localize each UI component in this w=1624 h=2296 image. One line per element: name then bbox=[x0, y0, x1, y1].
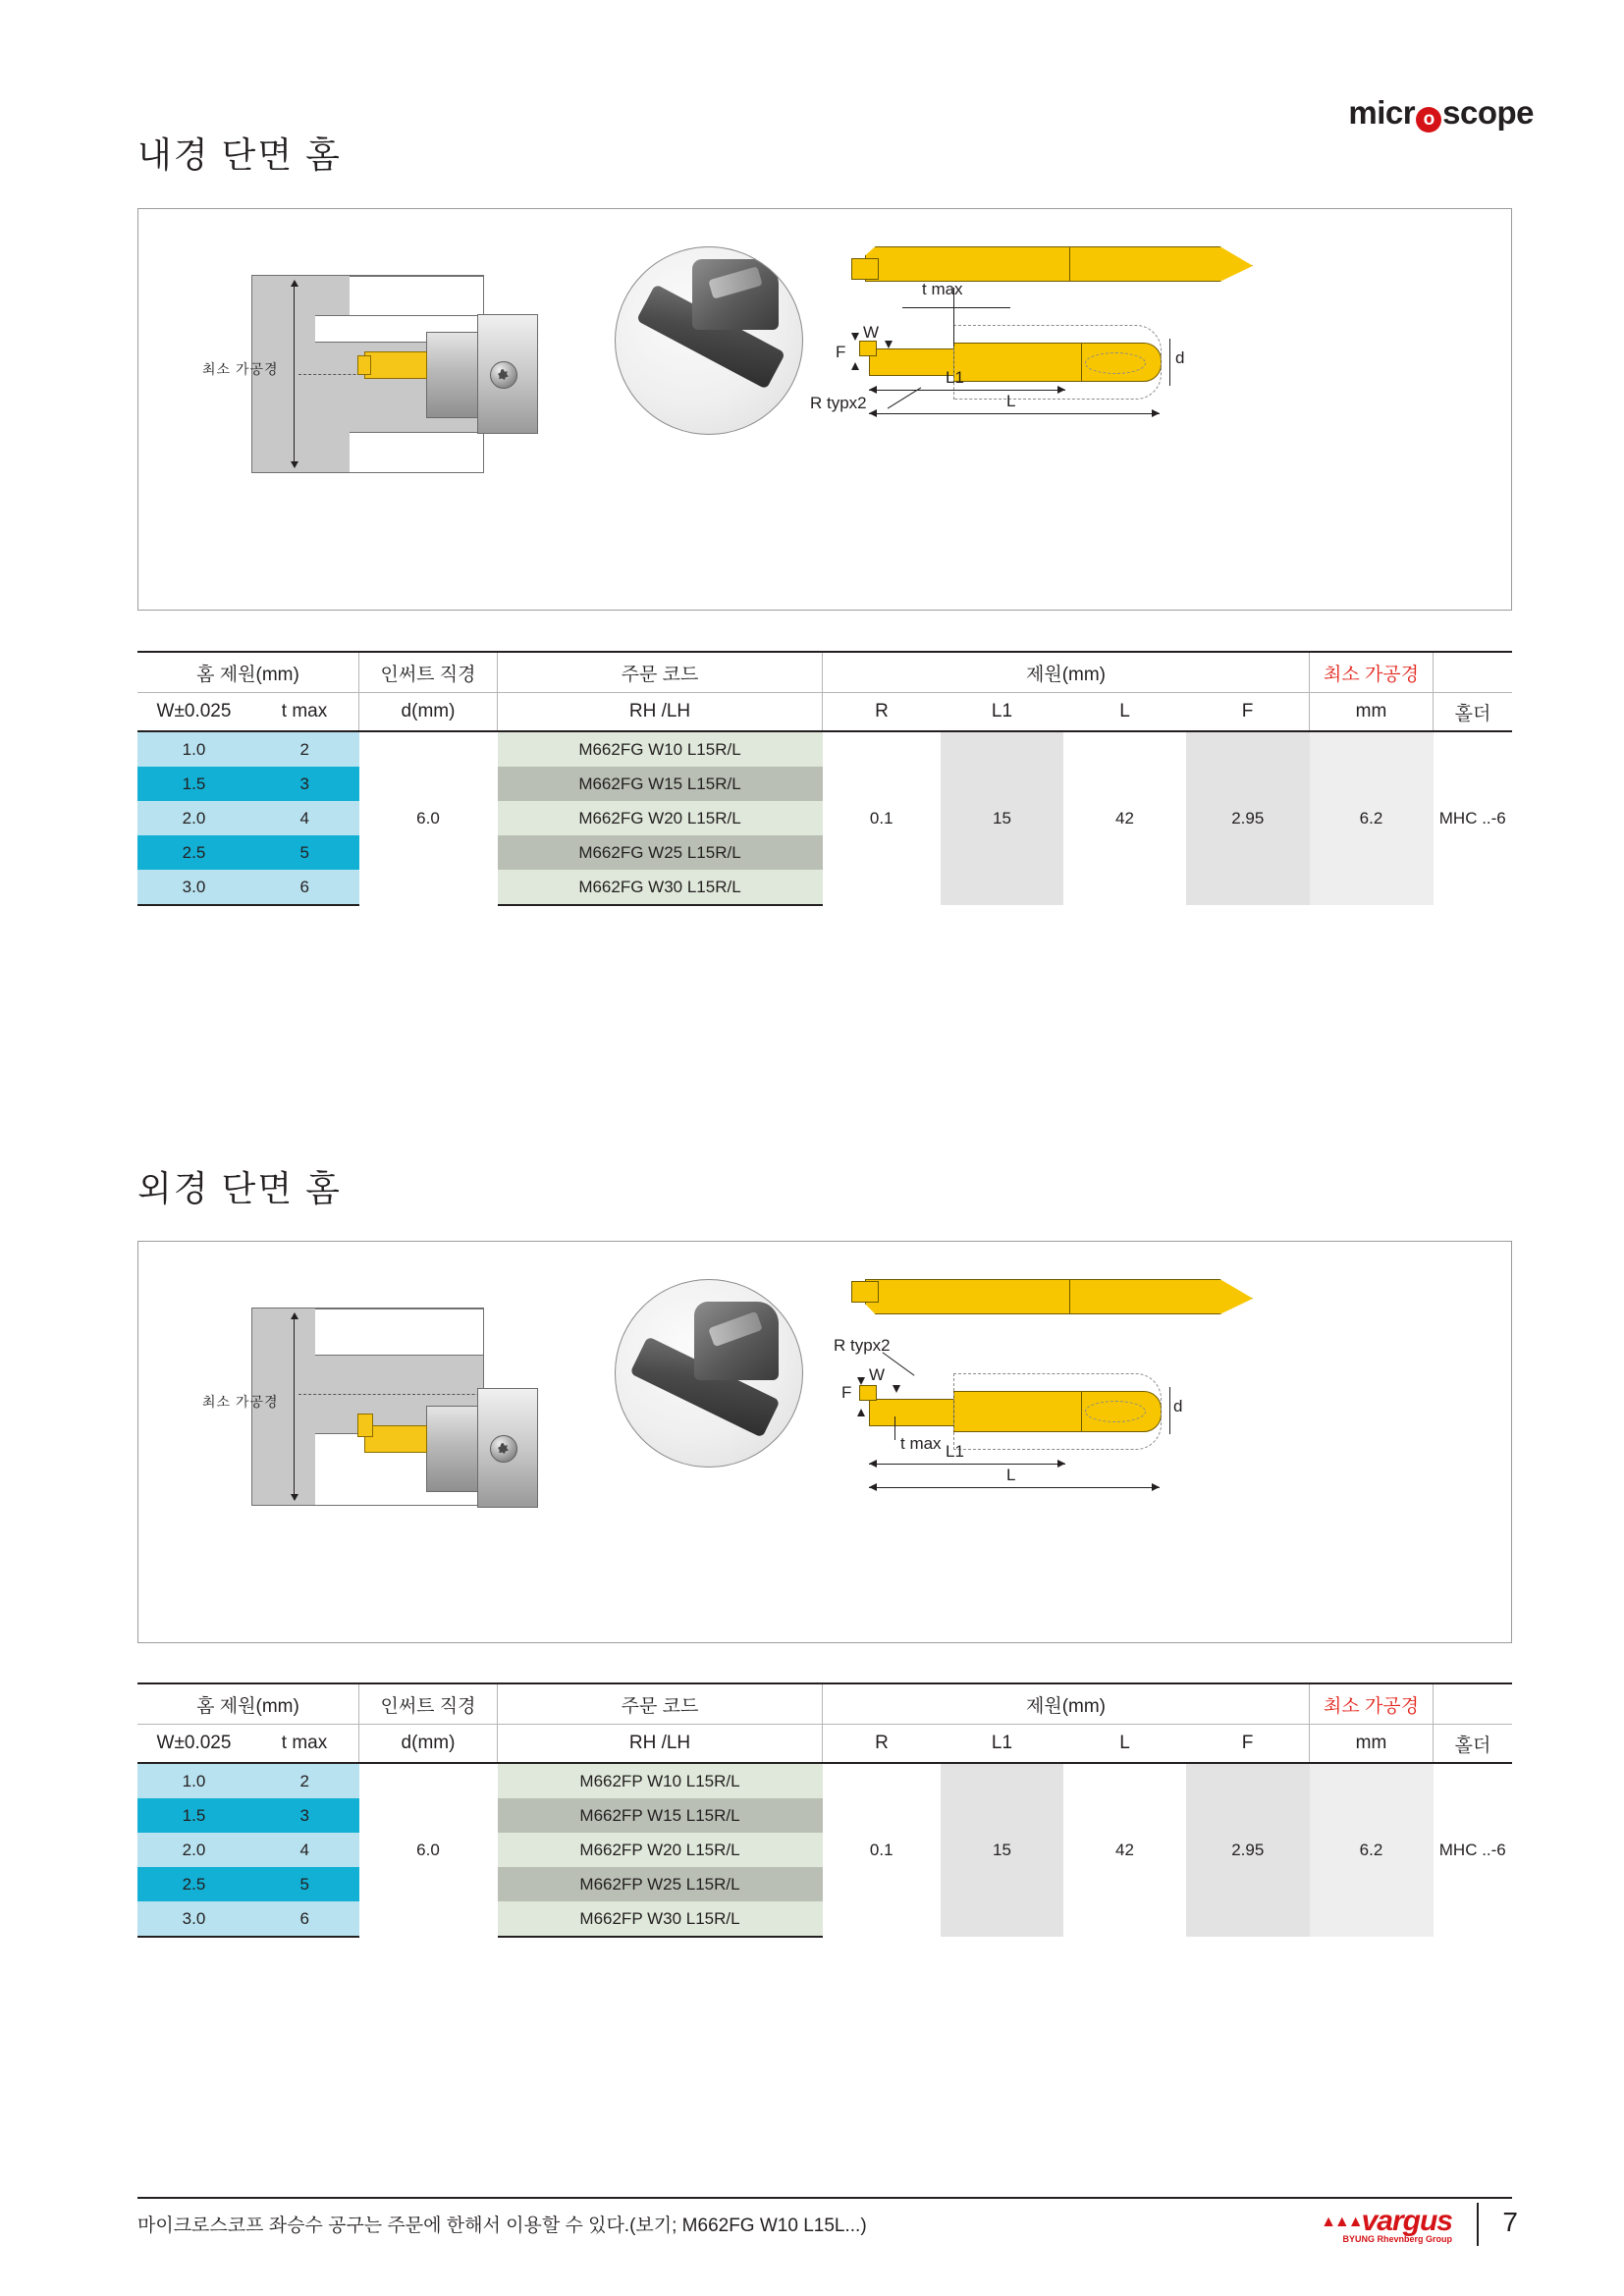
footer-vertical-divider bbox=[1477, 2203, 1479, 2246]
l-arrow-left bbox=[869, 1483, 877, 1491]
col-header-f: F bbox=[1186, 1725, 1310, 1764]
section-title-external: 외경 단면 홈 bbox=[137, 1168, 342, 1208]
cell-w: 1.5 bbox=[137, 1798, 250, 1833]
group-header-groove: 홈 제원(mm) bbox=[137, 652, 359, 693]
group-header-row bbox=[137, 1683, 1512, 1725]
group-header-min-bore: 최소 가공경 bbox=[1310, 652, 1434, 693]
iso-tool-tip bbox=[851, 1281, 879, 1303]
cell-l: 42 bbox=[1063, 1763, 1186, 1937]
col-header-mm: mm bbox=[1310, 1725, 1434, 1764]
cell-tmax: 3 bbox=[250, 1798, 359, 1833]
cell-tmax: 4 bbox=[250, 801, 359, 835]
min-bore-label: 최소 가공경 bbox=[202, 361, 279, 377]
vargus-mark-icon: ▲▲▲ bbox=[1321, 2214, 1362, 2230]
brand-logo bbox=[1348, 94, 1534, 133]
cell-w: 2.5 bbox=[137, 1867, 250, 1901]
group-header-order-code: 주문 코드 bbox=[498, 652, 823, 693]
cell-tmax: 3 bbox=[250, 767, 359, 801]
f-arrow-top bbox=[851, 333, 859, 341]
cell-order-code: M662FG W20 L15R/L bbox=[498, 801, 823, 835]
cell-tmax: 6 bbox=[250, 870, 359, 905]
group-header-dimensions: 제원(mm) bbox=[823, 652, 1310, 693]
cell-tmax: 2 bbox=[250, 1763, 359, 1798]
group-header-groove: 홈 제원(mm) bbox=[137, 1683, 359, 1725]
label-t-max: t max bbox=[922, 280, 963, 298]
cell-holder: MHC ..-6 bbox=[1434, 731, 1513, 905]
cell-d: 6.0 bbox=[359, 1763, 498, 1937]
iso-tool-shank bbox=[1069, 246, 1253, 282]
brand-suffix: scope bbox=[1442, 94, 1534, 131]
l-dimline bbox=[869, 413, 1160, 414]
insert-body bbox=[364, 351, 427, 379]
l1-dimline bbox=[869, 390, 1065, 391]
drawing-dimensions-internal bbox=[810, 229, 1484, 592]
col-header-f: F bbox=[1186, 693, 1310, 732]
insert-cutting-tip bbox=[357, 355, 371, 375]
col-header-l: L bbox=[1063, 693, 1186, 732]
l-arrow-left bbox=[869, 409, 877, 417]
col-header-w: W±0.025 bbox=[137, 693, 250, 732]
insert-body bbox=[364, 1425, 427, 1453]
cell-l1: 15 bbox=[941, 1763, 1063, 1937]
drawing-min-bore-external bbox=[192, 1286, 575, 1610]
cell-w: 2.0 bbox=[137, 801, 250, 835]
cell-holder: MHC ..-6 bbox=[1434, 1763, 1513, 1937]
spec-table-internal bbox=[137, 651, 1512, 906]
col-header-tmax: t max bbox=[250, 1725, 359, 1764]
clamp-screw-icon bbox=[490, 361, 517, 389]
col-header-d: d(mm) bbox=[359, 1725, 498, 1764]
w-arrow bbox=[893, 1385, 900, 1393]
d-ext-line bbox=[1169, 339, 1170, 386]
cell-tmax: 6 bbox=[250, 1901, 359, 1937]
drawing-dimensions-external bbox=[834, 1261, 1484, 1625]
cell-w: 1.0 bbox=[137, 731, 250, 767]
cell-tmax: 2 bbox=[250, 731, 359, 767]
end-ellipse-dashed bbox=[1085, 1401, 1146, 1422]
f-arrow-top bbox=[857, 1377, 865, 1385]
spec-table-body bbox=[137, 731, 1512, 905]
label-d: d bbox=[1173, 1397, 1183, 1415]
cell-order-code: M662FP W30 L15R/L bbox=[498, 1901, 823, 1937]
cell-r: 0.1 bbox=[823, 731, 942, 905]
cell-order-code: M662FP W25 L15R/L bbox=[498, 1867, 823, 1901]
cell-order-code: M662FG W25 L15R/L bbox=[498, 835, 823, 870]
col-header-r: R bbox=[823, 1725, 942, 1764]
spec-table-head bbox=[137, 1683, 1512, 1763]
label-R-typx2: R typx2 bbox=[810, 394, 867, 412]
min-bore-label: 최소 가공경 bbox=[202, 1394, 279, 1410]
cell-w: 1.5 bbox=[137, 767, 250, 801]
min-bore-dimension-arrow bbox=[294, 1313, 295, 1500]
brand-prefix: micr bbox=[1348, 94, 1416, 131]
product-photo-external bbox=[615, 1279, 803, 1468]
label-d: d bbox=[1175, 348, 1185, 367]
group-header-order-code: 주문 코드 bbox=[498, 1683, 823, 1725]
iso-tool-head bbox=[865, 1279, 1073, 1314]
photo-tool-head bbox=[692, 259, 779, 330]
col-header-d: d(mm) bbox=[359, 693, 498, 732]
cell-l1: 15 bbox=[941, 731, 1063, 905]
spec-table-body bbox=[137, 1763, 1512, 1937]
clamp-screw-icon bbox=[490, 1435, 517, 1463]
col-header-mm: mm bbox=[1310, 693, 1434, 732]
photo-tool-head bbox=[694, 1302, 779, 1380]
side-tool-tip bbox=[859, 1385, 877, 1401]
iso-tool-head bbox=[865, 246, 1073, 282]
col-header-l: L bbox=[1063, 1725, 1186, 1764]
cell-tmax: 5 bbox=[250, 835, 359, 870]
col-header-rhlh: RH /LH bbox=[498, 693, 823, 732]
product-photo-internal bbox=[615, 246, 803, 435]
cell-order-code: M662FP W15 L15R/L bbox=[498, 1798, 823, 1833]
label-L1: L1 bbox=[946, 1442, 964, 1461]
cell-r: 0.1 bbox=[823, 1763, 942, 1937]
figure-external-grooving bbox=[137, 1241, 1512, 1643]
cell-f: 2.95 bbox=[1186, 1763, 1310, 1937]
column-header-row bbox=[137, 1725, 1512, 1764]
footer-note: 마이크로스코프 좌승수 공구는 주문에 한해서 이용할 수 있다.(보기; M662FG W10 L15L...) bbox=[137, 2216, 867, 2236]
l1-arrow-left bbox=[869, 1460, 877, 1468]
f-arrow-bottom bbox=[857, 1409, 865, 1416]
col-header-l1: L1 bbox=[941, 1725, 1063, 1764]
l1-dimline bbox=[869, 1464, 1065, 1465]
cell-l: 42 bbox=[1063, 731, 1186, 905]
section-title-internal: 내경 단면 홈 bbox=[137, 134, 342, 175]
label-F: F bbox=[841, 1383, 852, 1402]
cell-f: 2.95 bbox=[1186, 731, 1310, 905]
f-arrow-bottom bbox=[851, 362, 859, 370]
l1-arrow-right bbox=[1057, 1460, 1065, 1468]
side-tool-neck bbox=[869, 1399, 955, 1426]
l1-arrow-right bbox=[1057, 386, 1065, 394]
group-header-row bbox=[137, 652, 1512, 693]
label-L: L bbox=[1006, 392, 1016, 410]
group-header-blank bbox=[1434, 652, 1513, 693]
col-header-r: R bbox=[823, 693, 942, 732]
label-W: W bbox=[863, 323, 880, 342]
cell-d: 6.0 bbox=[359, 731, 498, 905]
d-ext-line bbox=[1169, 1387, 1170, 1434]
r-leader-line bbox=[883, 1352, 915, 1375]
table-row bbox=[137, 1763, 1512, 1798]
vargus-wordmark: vargus bbox=[1361, 2205, 1452, 2237]
table-row bbox=[137, 731, 1512, 767]
iso-tool-tip bbox=[851, 258, 879, 280]
group-header-dimensions: 제원(mm) bbox=[823, 1683, 1310, 1725]
side-tool-tip bbox=[859, 341, 877, 356]
brand-o-dot: o bbox=[1416, 107, 1441, 133]
label-F: F bbox=[836, 343, 846, 361]
cell-order-code: M662FP W20 L15R/L bbox=[498, 1833, 823, 1867]
col-header-holder: 홀더 bbox=[1434, 693, 1513, 732]
l-arrow-right bbox=[1152, 409, 1160, 417]
label-L: L bbox=[1006, 1466, 1016, 1484]
vargus-subtitle: BYUNG Rhevnberg Group bbox=[1342, 2234, 1452, 2244]
label-R-typx2: R typx2 bbox=[834, 1336, 891, 1355]
group-header-insert-dia: 인써트 직경 bbox=[359, 1683, 498, 1725]
cell-w: 2.5 bbox=[137, 835, 250, 870]
col-header-w: W±0.025 bbox=[137, 1725, 250, 1764]
l-arrow-right bbox=[1152, 1483, 1160, 1491]
col-header-tmax: t max bbox=[250, 693, 359, 732]
spec-table-head bbox=[137, 652, 1512, 731]
column-header-row bbox=[137, 693, 1512, 732]
label-L1: L1 bbox=[946, 368, 964, 387]
side-tool-neck bbox=[869, 348, 955, 376]
cell-tmax: 5 bbox=[250, 1867, 359, 1901]
group-header-min-bore: 최소 가공경 bbox=[1310, 1683, 1434, 1725]
l-dimline bbox=[869, 1487, 1160, 1488]
cell-mm: 6.2 bbox=[1310, 1763, 1434, 1937]
min-bore-dimension-arrow bbox=[294, 281, 295, 467]
cell-w: 3.0 bbox=[137, 870, 250, 905]
col-header-l1: L1 bbox=[941, 693, 1063, 732]
l1-arrow-left bbox=[869, 386, 877, 394]
cell-mm: 6.2 bbox=[1310, 731, 1434, 905]
insert-cutting-tip bbox=[357, 1414, 373, 1437]
footer-divider-line bbox=[137, 2197, 1512, 2199]
tmax-ext-line bbox=[894, 1416, 895, 1440]
cell-w: 2.0 bbox=[137, 1833, 250, 1867]
col-header-holder: 홀더 bbox=[1434, 1725, 1513, 1764]
workpiece-notch-top bbox=[350, 276, 484, 317]
label-W: W bbox=[869, 1365, 886, 1384]
cell-order-code: M662FG W15 L15R/L bbox=[498, 767, 823, 801]
iso-tool-shank bbox=[1069, 1279, 1253, 1314]
col-header-rhlh: RH /LH bbox=[498, 1725, 823, 1764]
spec-table-external bbox=[137, 1682, 1512, 1938]
cell-w: 1.0 bbox=[137, 1763, 250, 1798]
label-t-max: t max bbox=[900, 1434, 942, 1453]
group-header-insert-dia: 인써트 직경 bbox=[359, 652, 498, 693]
cell-order-code: M662FG W30 L15R/L bbox=[498, 870, 823, 905]
cell-w: 3.0 bbox=[137, 1901, 250, 1937]
workpiece-notch-bottom bbox=[350, 432, 484, 473]
tmax-dimline bbox=[902, 307, 1010, 308]
cell-order-code: M662FG W10 L15R/L bbox=[498, 731, 823, 767]
figure-internal-grooving bbox=[137, 208, 1512, 611]
page-number: 7 bbox=[1502, 2207, 1518, 2237]
workpiece-notch-top bbox=[315, 1308, 484, 1356]
w-arrow bbox=[885, 341, 893, 348]
drawing-min-bore-internal bbox=[192, 253, 575, 577]
group-header-blank bbox=[1434, 1683, 1513, 1725]
cell-order-code: M662FP W10 L15R/L bbox=[498, 1763, 823, 1798]
cell-tmax: 4 bbox=[250, 1833, 359, 1867]
vargus-logo bbox=[1321, 2205, 1452, 2244]
end-ellipse-dashed bbox=[1085, 352, 1146, 374]
